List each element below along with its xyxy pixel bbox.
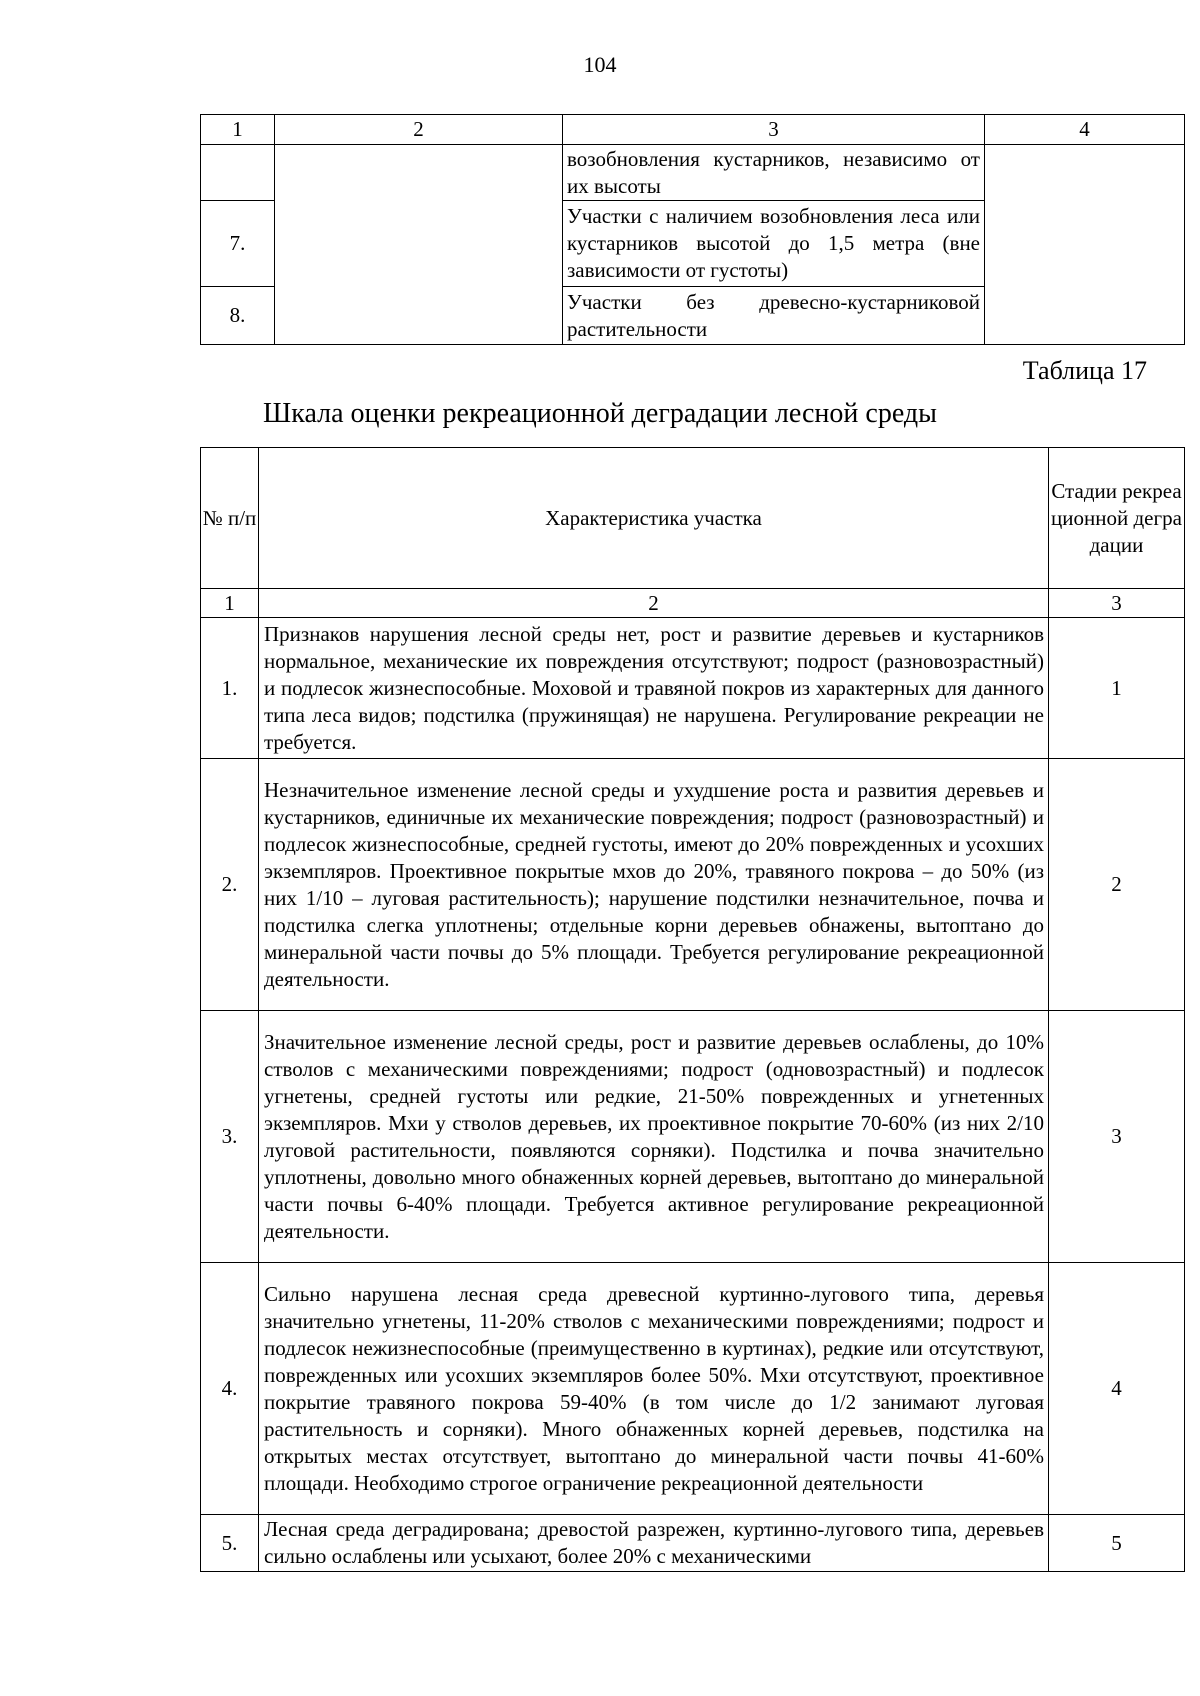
row-description: Незначительное изменение лесной среды и ухудшение роста и развития деревьев и кустарников, единичные их механические повреждения; подрост (разновозрастный) и подлесок жизнеспособные, средней густоты, имеют до 20% поврежденных и усохших экземпляров. Проективное покрытые мхов до 20%, травяного покрова – до 50% (из них 1/10 – луговая растительность); нарушение подстилки незначительное, почва и подстилка слегка уплотнены; отдельные корни деревьев обнажены, вытоптано до минеральной части почвы до 5% площади. Требуется регулирование рекреационной деятельности. xyxy=(259,759,1049,1011)
column-number: 1 xyxy=(201,115,275,145)
header-description: Характеристика участка xyxy=(259,448,1049,589)
row-number: 7. xyxy=(201,201,275,287)
row-number: 1. xyxy=(201,618,259,759)
row-stage: 3 xyxy=(1049,1011,1185,1263)
page-number: 104 xyxy=(583,52,617,77)
row-text: возобновления кустарников, независимо от их высоты xyxy=(563,145,985,201)
continuation-table xyxy=(200,114,1185,345)
column-number-row xyxy=(201,589,1185,618)
row-number: 2. xyxy=(201,759,259,1011)
column-number: 2 xyxy=(259,589,1049,618)
row-description: Лесная среда деградирована; древостой разрежен, куртинно-лугового типа, деревьев сильно ослаблены или усыхают, более 20% с механическими xyxy=(259,1515,1049,1572)
merged-empty-cell xyxy=(985,145,1185,345)
column-number: 4 xyxy=(985,115,1185,145)
column-number: 3 xyxy=(1049,589,1185,618)
column-number: 2 xyxy=(275,115,563,145)
table-header-row xyxy=(201,448,1185,589)
row-number: 5. xyxy=(201,1515,259,1572)
table-header-row xyxy=(201,115,1185,145)
row-number: 3. xyxy=(201,1011,259,1263)
table-row xyxy=(201,1515,1185,1572)
header-number: № п/п xyxy=(201,448,259,589)
table-row xyxy=(201,1263,1185,1515)
table-label: Таблица 17 xyxy=(1022,356,1147,385)
merged-empty-cell xyxy=(275,145,563,345)
column-number: 3 xyxy=(563,115,985,145)
table-row xyxy=(201,618,1185,759)
table-row xyxy=(201,759,1185,1011)
row-stage: 5 xyxy=(1049,1515,1185,1572)
row-description: Сильно нарушена лесная среда древесной куртинно-лугового типа, деревья значительно угнетены, 11-20% стволов с механическими повреждениями; подрост и подлесок нежизнеспособные (преимущественно в куртинах), редкие или отсутствуют, поврежденных или усохших экземпляров более 50%. Мхи отсутствуют, проективное покрытие травяного покрова 59-40% (в том числе до 1/2 занимают луговая растительность и сорняки). Много обнаженных корней деревьев, подстилка на открытых местах отсутствует, вытоптано до минеральной части почвы 41-60% площади. Необходимо строгое ограничение рекреационной деятельности xyxy=(259,1263,1049,1515)
row-description: Значительное изменение лесной среды, рост и развитие деревьев ослаблены, до 10% стволов с механическими повреждениями; подрост (одновозрастный) и подлесок угнетены, средней густоты или редкие, 21-50% поврежденных и угнетенных экземпляров. Мхи у стволов деревьев, их проективное покрытие 70-60% (из них 2/10 луговой растительности, появляются сорняки). Подстилка и почва значительно уплотнены, довольно много обнаженных корней деревьев, вытоптано до минеральной части почвы 6-40% площади. Требуется активное регулирование рекреационной деятельности. xyxy=(259,1011,1049,1263)
degradation-scale-table xyxy=(200,447,1185,1572)
header-stage: Стадии рекреационной деградации xyxy=(1049,448,1185,589)
column-number: 1 xyxy=(201,589,259,618)
row-stage: 4 xyxy=(1049,1263,1185,1515)
table-title: Шкала оценки рекреационной деградации лесной среды xyxy=(263,398,937,429)
table-row xyxy=(201,1011,1185,1263)
row-stage: 2 xyxy=(1049,759,1185,1011)
row-text: Участки с наличием возобновления леса или кустарников высотой до 1,5 метра (вне зависимости от густоты) xyxy=(563,201,985,287)
row-text: Участки без древесно-кустарниковой растительности xyxy=(563,287,985,345)
row-number xyxy=(201,145,275,201)
row-description: Признаков нарушения лесной среды нет, рост и развитие деревьев и кустарников нормальное, механические их повреждения отсутствуют; подрост (разновозрастный) и подлесок жизнеспособные. Моховой и травяной покров из характерных для данного типа леса видов; подстилка (пружинящая) не нарушена. Регулирование рекреации не требуется. xyxy=(259,618,1049,759)
table-row xyxy=(201,145,1185,201)
row-number: 8. xyxy=(201,287,275,345)
row-stage: 1 xyxy=(1049,618,1185,759)
row-number: 4. xyxy=(201,1263,259,1515)
